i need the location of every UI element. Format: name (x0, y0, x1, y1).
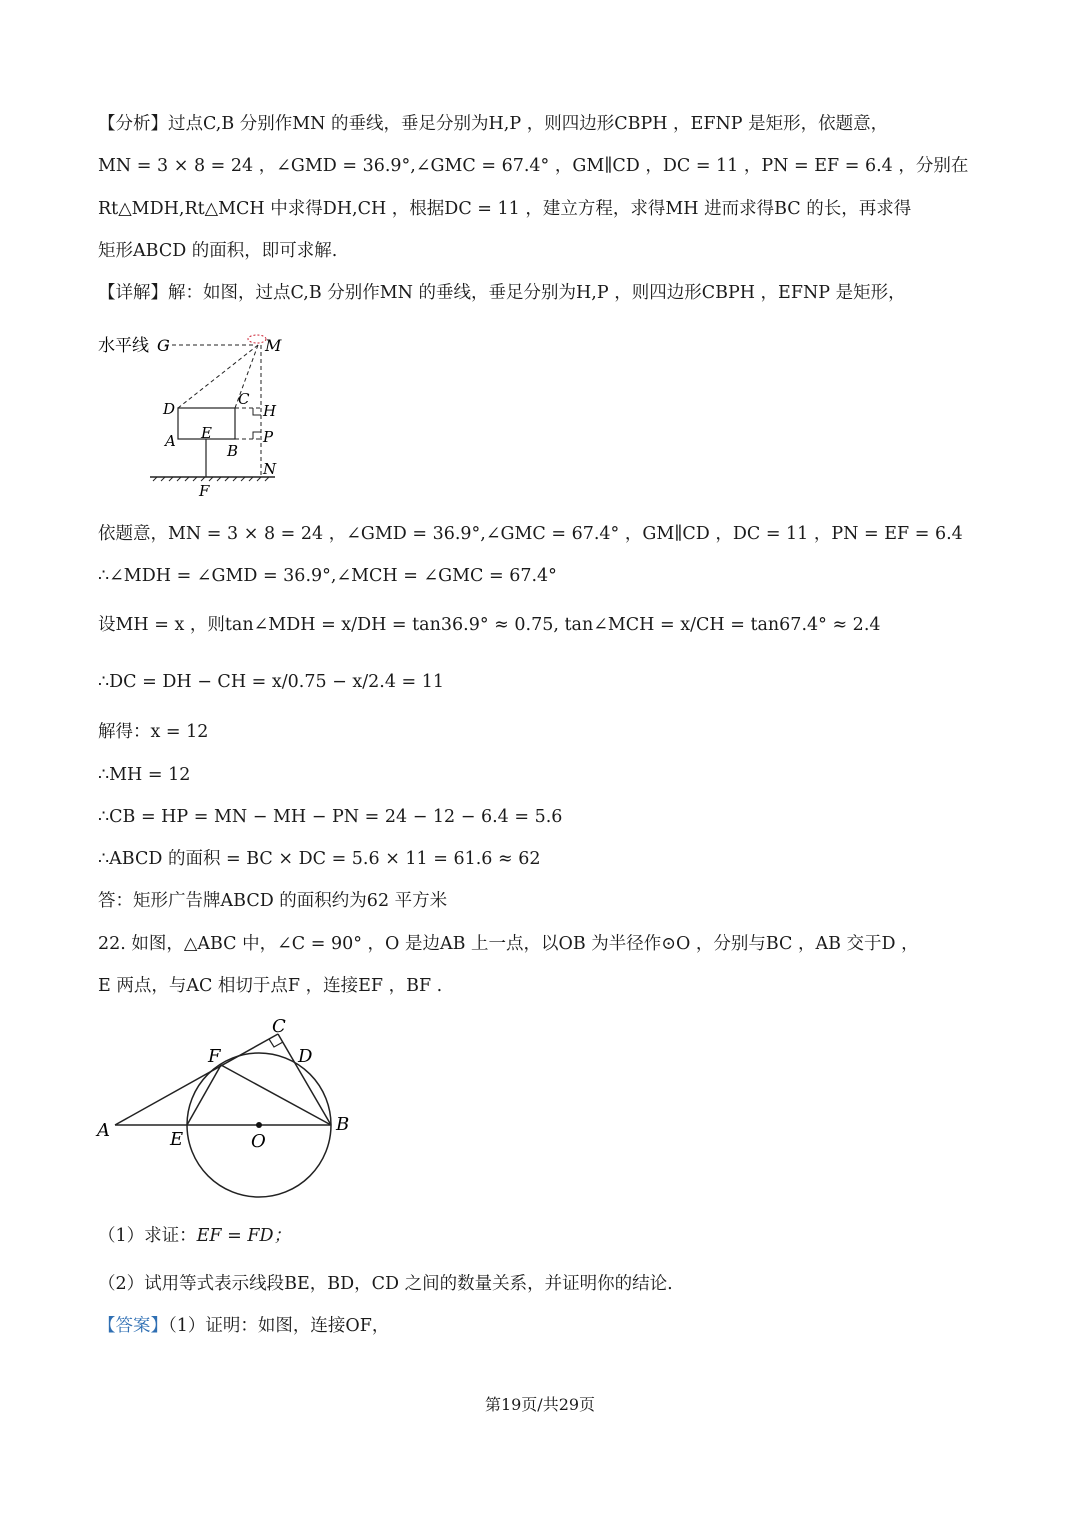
label-C: C (272, 1016, 286, 1037)
detail-line-2: 依题意，MN = 3 × 8 = 24 ，∠GMD = 36.9°,∠GMC = 67.4° ，GM∥CD ，DC = 11 ，PN = EF = 6.4 (98, 524, 963, 544)
label-E: E (170, 1129, 184, 1150)
figure-billboard-diagram (95, 322, 295, 502)
detail-line-10: 答：矩形广告牌ABCD 的面积约为62 平方米 (98, 891, 448, 911)
detail-line-9: ∴ABCD 的面积 = BC × DC = 5.6 × 11 = 61.6 ≈ 62 (98, 849, 541, 869)
label-D: D (163, 400, 176, 418)
horizon-label: 水平线 (98, 336, 149, 356)
answer-line (98, 1314, 1000, 1338)
detail-line-1: 【详解】解：如图，过点C,B 分别作MN 的垂线，垂足分别为H,P ，则四边形CBPH ，EFNP 是矩形， (98, 283, 906, 303)
part-1-prefix: （1）求证： (98, 1226, 197, 1246)
part-2: （2）试用等式表示线段BE，BD，CD 之间的数量关系，并证明你的结论. (98, 1274, 673, 1294)
detail-line-3: ∴∠MDH = ∠GMD = 36.9°,∠MCH = ∠GMC = 67.4° (98, 566, 557, 586)
figure-circle-triangle (95, 1012, 365, 1202)
analysis-line-4: 矩形ABCD 的面积，即可求解. (98, 241, 338, 261)
label-F: F (208, 1046, 221, 1067)
label-G: G (157, 336, 170, 355)
detail-line-5: ∴DC = DH − CH = x/0.75 − x/2.4 = 11 (98, 672, 445, 692)
label-P: P (263, 428, 274, 446)
label-A: A (165, 432, 176, 450)
part-1 (98, 1224, 1000, 1248)
answer-tag: 【答案】 (98, 1316, 168, 1336)
detail-line-6: 解得：x = 12 (98, 722, 209, 742)
detail-line-7: ∴MH = 12 (98, 765, 191, 785)
label-B: B (227, 442, 239, 460)
label-A: A (97, 1120, 110, 1141)
q22-line-1: 22. 如图，△ABC 中，∠C = 90° ，O 是边AB 上一点，以OB 为半径作⊙O ，分别与BC ，AB 交于D ， (98, 934, 919, 954)
analysis-line-3: Rt△MDH,Rt△MCH 中求得DH,CH ，根据DC = 11 ，建立方程，求得MH 进而求得BC 的长，再求得 (98, 199, 912, 219)
label-B: B (336, 1114, 350, 1135)
analysis-line-1: 【分析】过点C,B 分别作MN 的垂线，垂足分别为H,P ，则四边形CBPH ，EFNP 是矩形，依题意， (98, 114, 889, 134)
label-F: F (199, 482, 210, 500)
detail-line-8: ∴CB = HP = MN − MH − PN = 24 − 12 − 6.4 = 5.6 (98, 807, 563, 827)
label-H: H (263, 402, 277, 420)
label-O: O (251, 1131, 266, 1152)
part-1-math: EF = FD； (196, 1226, 292, 1246)
label-E: E (201, 424, 212, 442)
q22-line-2: E 两点，与AC 相切于点F ，连接EF ，BF . (98, 976, 443, 996)
label-N: N (263, 460, 277, 478)
answer-text: （1）证明：如图，连接OF， (168, 1316, 390, 1336)
label-C: C (238, 390, 250, 408)
analysis-line-2: MN = 3 × 8 = 24 ，∠GMD = 36.9°,∠GMC = 67.4° ，GM∥CD ，DC = 11 ，PN = EF = 6.4 ，分别在 (98, 156, 969, 176)
page-footer: 第19页/共29页 (484, 1395, 596, 1414)
detail-line-4: 设MH = x ，则tan∠MDH = x/DH = tan36.9° ≈ 0.75, tan∠MCH = x/CH = tan67.4° ≈ 2.4 (98, 615, 881, 635)
label-M: M (265, 336, 282, 355)
label-D: D (298, 1046, 313, 1067)
